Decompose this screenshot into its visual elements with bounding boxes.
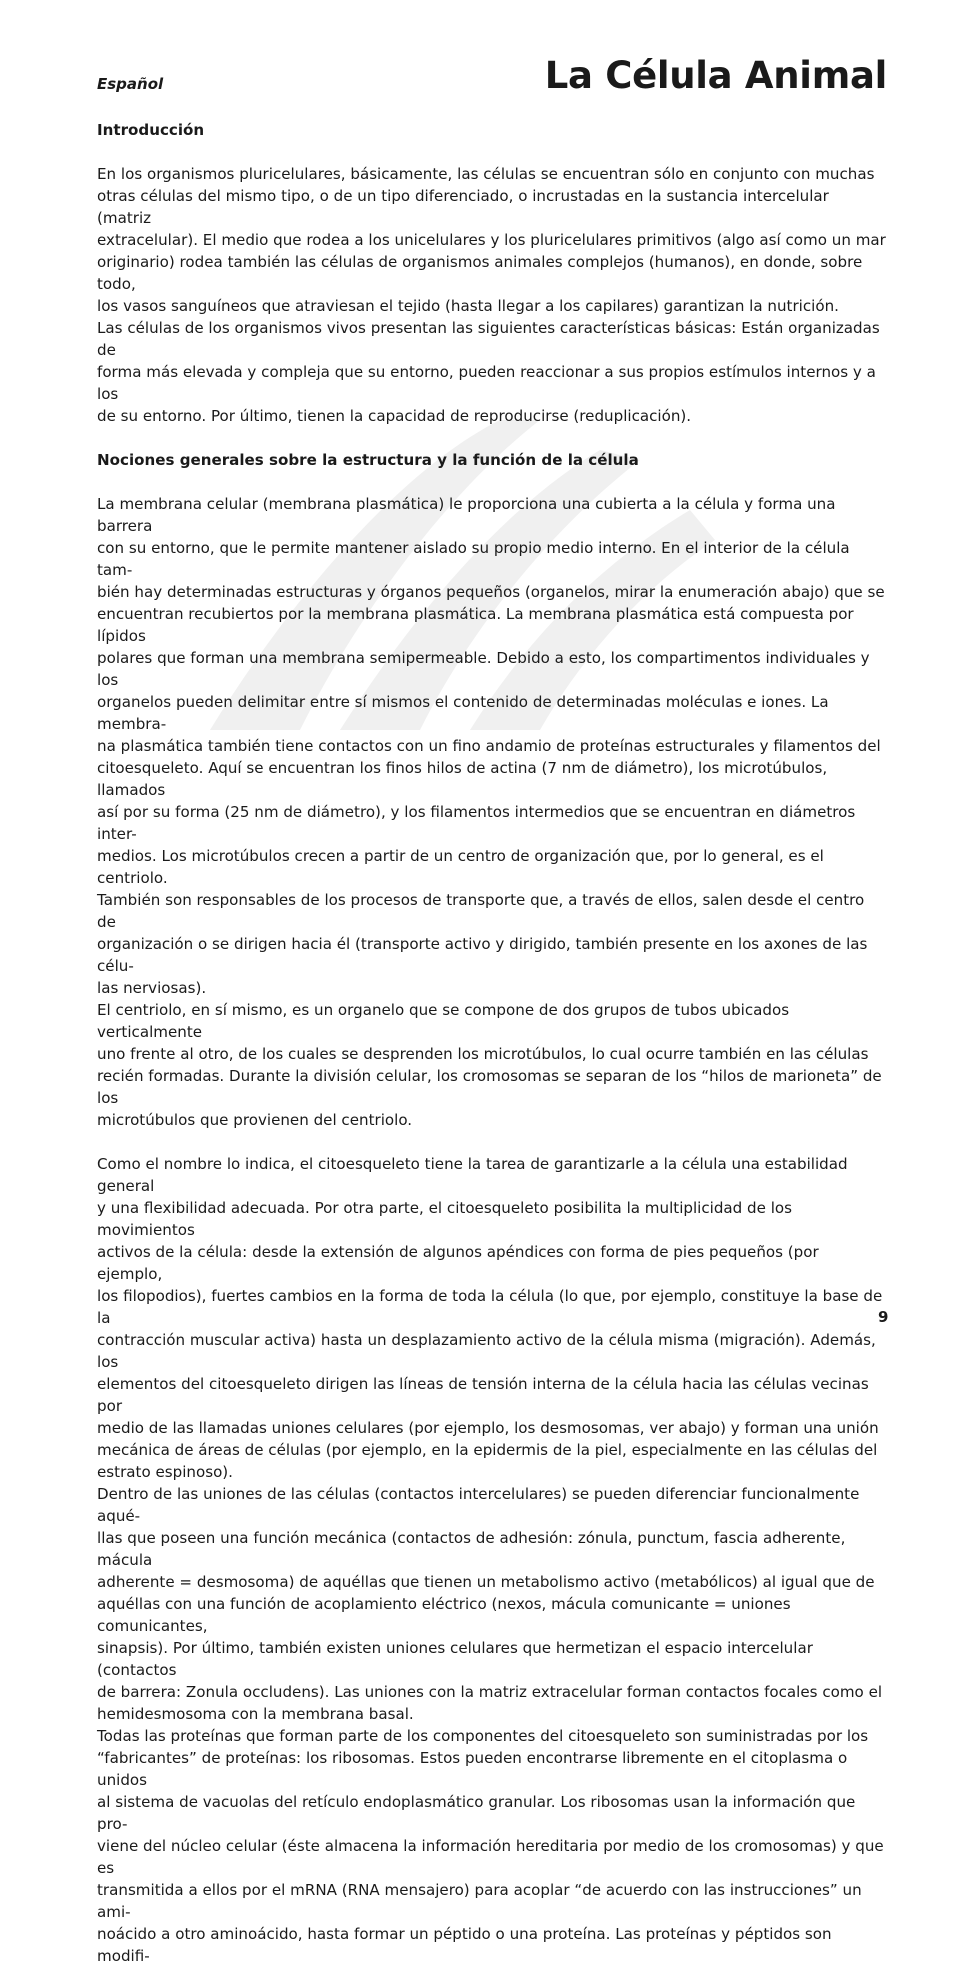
section-heading-structure: Nociones generales sobre la estructura y la función de la célula bbox=[97, 451, 639, 469]
text-line: El centriolo, en sí mismo, es un organelo que se compone de dos grupos de tubos ubicados verticalmente bbox=[97, 1001, 790, 1041]
text-line: recién formadas. Durante la división celular, los cromosomas se separan de los “hilos de marioneta” de los bbox=[97, 1067, 882, 1107]
text-line: organelos pueden delimitar entre sí mismos el contenido de determinadas moléculas e iones. La membra- bbox=[97, 693, 829, 733]
text-line: Dentro de las uniones de las células (contactos intercelulares) se pueden diferenciar funcionalmente aqué- bbox=[97, 1485, 860, 1525]
text-line: extracelular). El medio que rodea a los unicelulares y los pluricelulares primitivos (algo así como un mar bbox=[97, 231, 886, 249]
text-line: Las células de los organismos vivos presentan las siguientes características básicas: Están organizadas de bbox=[97, 319, 880, 359]
paragraph-intro bbox=[97, 163, 887, 427]
page-header bbox=[97, 52, 887, 102]
text-line: otras células del mismo tipo, o de un tipo diferenciado, o incrustadas en la sustancia intercelular (matriz bbox=[97, 187, 829, 227]
text-line: originario) rodea también las células de organismos animales complejos (humanos), en donde, sobre todo, bbox=[97, 253, 863, 293]
section-heading-intro: Introducción bbox=[97, 121, 205, 139]
text-line: La membrana celular (membrana plasmática) le proporciona una cubierta a la célula y forma una barrera bbox=[97, 495, 836, 535]
text-line: En los organismos pluricelulares, básicamente, las células se encuentran sólo en conjunto con muchas bbox=[97, 165, 875, 183]
text-line: forma más elevada y compleja que su entorno, pueden reaccionar a sus propios estímulos internos y a los bbox=[97, 363, 876, 403]
text-line: Todas las proteínas que forman parte de los componentes del citoesqueleto son suministradas por los bbox=[97, 1727, 869, 1745]
text-line: contracción muscular activa) hasta un desplazamiento activo de la célula misma (migración). Además, los bbox=[97, 1331, 876, 1371]
text-line: adherente = desmosoma) de aquéllas que tienen un metabolismo activo (metabólicos) al igual que de bbox=[97, 1573, 875, 1591]
text-line: así por su forma (25 nm de diámetro), y los filamentos intermedios que se encuentran en diámetros inter- bbox=[97, 803, 856, 843]
text-line: sinapsis). Por último, también existen uniones celulares que hermetizan el espacio intercelular (contactos bbox=[97, 1639, 813, 1679]
text-line: con su entorno, que le permite mantener aislado su propio medio interno. En el interior de la célula tam- bbox=[97, 539, 850, 579]
text-line: viene del núcleo celular (éste almacena la información hereditaria por medio de los cromosomas) y que es bbox=[97, 1837, 884, 1877]
text-line: microtúbulos que provienen del centriolo. bbox=[97, 1111, 413, 1129]
text-line: polares que forman una membrana semipermeable. Debido a esto, los compartimentos individuales y los bbox=[97, 649, 870, 689]
text-line: “fabricantes” de proteínas: los ribosomas. Estos pueden encontrarse libremente en el citoplasma o unidos bbox=[97, 1749, 848, 1789]
text-line: hemidesmosoma con la membrana basal. bbox=[97, 1705, 414, 1723]
text-line: estrato espinoso). bbox=[97, 1463, 233, 1481]
text-line: de barrera: Zonula occludens). Las uniones con la matriz extracelular forman contactos focales como el bbox=[97, 1683, 883, 1701]
text-line: bién hay determinadas estructuras y órganos pequeños (organelos, mirar la enumeración abajo) que se bbox=[97, 583, 885, 601]
text-line: uno frente al otro, de los cuales se desprenden los microtúbulos, lo cual ocurre también en las células bbox=[97, 1045, 869, 1063]
text-line: noácido a otro aminoácido, hasta formar un péptido o una proteína. Las proteínas y péptidos son modifi- bbox=[97, 1925, 832, 1965]
text-line: medio de las llamadas uniones celulares (por ejemplo, los desmosomas, ver abajo) y forman una unión bbox=[97, 1419, 879, 1437]
paragraph-cytoskeleton bbox=[97, 1153, 887, 1967]
page-number: 9 bbox=[878, 1308, 889, 1326]
text-line: aquéllas con una función de acoplamiento eléctrico (nexos, mácula comunicante = uniones comunicantes, bbox=[97, 1595, 791, 1635]
document-body bbox=[97, 119, 887, 1967]
text-line: organización o se dirigen hacia él (transporte activo y dirigido, también presente en los axones de las célu- bbox=[97, 935, 868, 975]
text-line: las nerviosas). bbox=[97, 979, 207, 997]
text-line: También son responsables de los procesos de transporte que, a través de ellos, salen desde el centro de bbox=[97, 891, 865, 931]
text-line: medios. Los microtúbulos crecen a partir de un centro de organización que, por lo general, es el centriolo. bbox=[97, 847, 824, 887]
text-line: y una flexibilidad adecuada. Por otra parte, el citoesqueleto posibilita la multiplicidad de los movimientos bbox=[97, 1199, 793, 1239]
text-line: llas que poseen una función mecánica (contactos de adhesión: zónula, punctum, fascia adherente, mácula bbox=[97, 1529, 846, 1569]
text-line: citoesqueleto. Aquí se encuentran los finos hilos de actina (7 nm de diámetro), los microtúbulos, llamados bbox=[97, 759, 828, 799]
page-title: La Célula Animal bbox=[544, 54, 887, 97]
text-line: activos de la célula: desde la extensión de algunos apéndices con forma de pies pequeños (por ejemplo, bbox=[97, 1243, 819, 1283]
language-label: Español bbox=[97, 75, 164, 93]
text-line: de su entorno. Por último, tienen la capacidad de reproducirse (reduplicación). bbox=[97, 407, 692, 425]
text-line: na plasmática también tiene contactos con un fino andamio de proteínas estructurales y filamentos del bbox=[97, 737, 881, 755]
paragraph-structure bbox=[97, 493, 887, 1131]
text-line: encuentran recubiertos por la membrana plasmática. La membrana plasmática está compuesta por lípidos bbox=[97, 605, 854, 645]
text-line: al sistema de vacuolas del retículo endoplasmático granular. Los ribosomas usan la información que pro- bbox=[97, 1793, 856, 1833]
text-line: los filopodios), fuertes cambios en la forma de toda la célula (lo que, por ejemplo, constituye la base de la bbox=[97, 1287, 883, 1327]
text-line: los vasos sanguíneos que atraviesan el tejido (hasta llegar a los capilares) garantizan la nutrición. bbox=[97, 297, 839, 315]
text-line: mecánica de áreas de células (por ejemplo, en la epidermis de la piel, especialmente en las células del bbox=[97, 1441, 878, 1459]
text-line: Como el nombre lo indica, el citoesqueleto tiene la tarea de garantizarle a la célula una estabilidad general bbox=[97, 1155, 848, 1195]
text-line: transmitida a ellos por el mRNA (RNA mensajero) para acoplar “de acuerdo con las instrucciones” un ami- bbox=[97, 1881, 862, 1921]
text-line: elementos del citoesqueleto dirigen las líneas de tensión interna de la célula hacia las células vecinas por bbox=[97, 1375, 869, 1415]
